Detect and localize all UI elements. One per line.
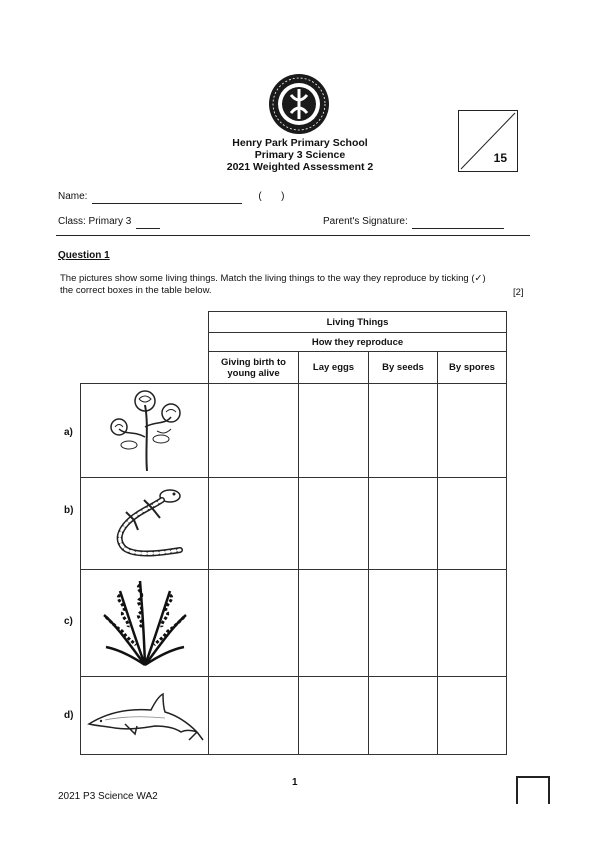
column-header-eggs: Lay eggs bbox=[299, 352, 369, 384]
table-row bbox=[81, 478, 507, 570]
tick-box[interactable] bbox=[369, 677, 438, 755]
page-number: 1 bbox=[292, 777, 298, 788]
class-field[interactable] bbox=[136, 218, 160, 229]
school-crest-logo bbox=[268, 73, 330, 135]
tick-box[interactable] bbox=[209, 677, 299, 755]
question-marks: [2] bbox=[513, 287, 524, 298]
column-header-spores: By spores bbox=[438, 352, 507, 384]
picture-cell-rose bbox=[81, 384, 209, 478]
score-box bbox=[458, 110, 518, 172]
picture-cell-dolphin bbox=[81, 677, 209, 755]
tick-box[interactable] bbox=[438, 570, 507, 677]
reproduction-table bbox=[80, 311, 507, 755]
dolphin-icon bbox=[85, 684, 205, 744]
subject-title: Primary 3 Science bbox=[254, 149, 346, 161]
question-text: The pictures show some living things. Match the living things to the way they reproduce by ticking (✓) the correct boxes in the table below. bbox=[60, 273, 486, 296]
signature-field[interactable] bbox=[412, 218, 504, 229]
name-row bbox=[58, 186, 284, 204]
tick-box[interactable] bbox=[209, 384, 299, 478]
assessment-title: 2021 Weighted Assessment 2 bbox=[226, 161, 374, 173]
tick-box[interactable] bbox=[209, 570, 299, 677]
tick-box[interactable] bbox=[369, 570, 438, 677]
class-number-bracket: ( ) bbox=[258, 191, 285, 202]
table-row bbox=[81, 677, 507, 755]
divider bbox=[56, 235, 530, 236]
tick-box[interactable] bbox=[438, 384, 507, 478]
signature-row bbox=[323, 211, 504, 229]
rose-icon bbox=[105, 387, 185, 471]
tick-box[interactable] bbox=[299, 478, 369, 570]
name-label: Name: bbox=[58, 191, 88, 202]
tick-box[interactable] bbox=[438, 478, 507, 570]
fern-icon bbox=[100, 575, 190, 669]
name-field[interactable] bbox=[92, 193, 242, 204]
tick-box[interactable] bbox=[299, 384, 369, 478]
tick-box[interactable] bbox=[438, 677, 507, 755]
row-label-b: b) bbox=[64, 505, 74, 516]
class-row bbox=[58, 211, 160, 229]
tick-box[interactable] bbox=[299, 677, 369, 755]
picture-cell-fern bbox=[81, 570, 209, 677]
question-title: Question 1 bbox=[58, 250, 110, 261]
tick-box[interactable] bbox=[369, 384, 438, 478]
class-label: Class: Primary 3 bbox=[58, 216, 132, 227]
tick-box[interactable] bbox=[369, 478, 438, 570]
picture-cell-lizard bbox=[81, 478, 209, 570]
column-header-seeds: By seeds bbox=[369, 352, 438, 384]
tick-box[interactable] bbox=[209, 478, 299, 570]
row-label-d: d) bbox=[64, 710, 74, 721]
row-label-a: a) bbox=[64, 427, 73, 438]
table-row bbox=[81, 570, 507, 677]
corner-bracket bbox=[516, 776, 550, 804]
school-name: Henry Park Primary School bbox=[232, 137, 368, 149]
signature-label: Parent's Signature: bbox=[323, 216, 408, 227]
footer-code: 2021 P3 Science WA2 bbox=[58, 791, 158, 802]
column-header-birth: Giving birth to young alive bbox=[209, 352, 299, 384]
row-label-c: c) bbox=[64, 616, 73, 627]
tick-box[interactable] bbox=[299, 570, 369, 677]
living-things-heading: Living Things bbox=[209, 312, 507, 333]
lizard-icon bbox=[102, 482, 188, 562]
total-score: 15 bbox=[493, 151, 507, 165]
table-row bbox=[81, 384, 507, 478]
reproduce-subheading: How they reproduce bbox=[209, 333, 507, 352]
